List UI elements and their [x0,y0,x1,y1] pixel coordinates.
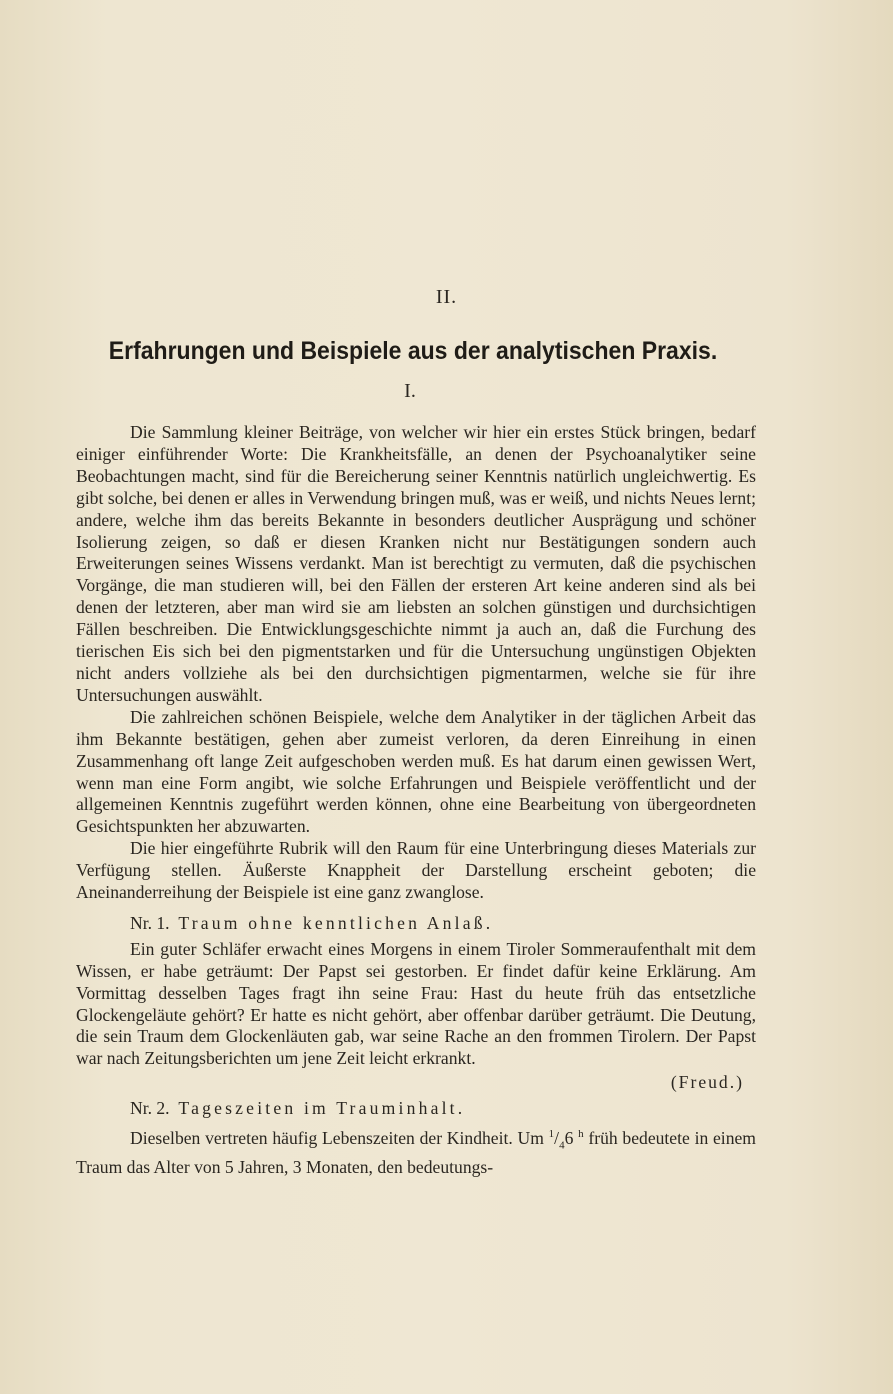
entry-2-heading [76,1098,756,1120]
intro-paragraph-1: Die Sammlung kleiner Beiträge, von welcher wir hier ein erstes Stück bringen, bedarf einiger einführender Worte: Die Krankheitsfälle, an denen der Psychoanalytiker seine Beobachtungen macht, sind für die Bereicherung seiner Kenntnis natürlich ungleichwertig. Es gibt solche, bei denen er alles in Verwendung bringen muß, was er weiß, und nichts Neues lernt; andere, welche ihm das bereits Bekannte in besonders deutlicher Ausprägung und schöner Isolierung zeigen, so daß er diesen Kranken nicht nur Bestätigungen sondern auch Erweiterungen seines Wissens verdankt. Man ist berechtigt zu vermuten, daß die psychischen Vorgänge, die man studieren will, bei den Fällen der ersteren Art keine anderen sind als bei denen der letzteren, aber man wird sie am liebsten an solchen günstigen und durchsichtigen Fällen beschreiben. Die Entwicklungsgeschichte nimmt ja auch an, daß die Furchung des tierischen Eis sich bei den pigmentstarken und für die Untersuchung ungünstigen Objekten nicht anders vollziehe als bei den durchsichtigen pigmentarmen, welche sie für ihre Untersuchungen auswählt. [76,422,756,705]
subsection-numeral: I. [404,380,416,402]
time-fraction: $^1/_46$ $^h$ [548,1127,584,1152]
entry-2-text: Dieselben vertreten häufig Lebenszeiten der Kindheit. Um $^1/_46$ $^h$ früh bedeutete in einem Traum das Alter von 5 Jahren, 3 Monaten, den bedeutungs- [76,1127,756,1178]
intro-paragraph-2: Die zahlreichen schönen Beispiele, welche dem Analytiker in der täglichen Arbeit das ihm Bekannte bestätigen, gehen aber zumeist verloren, da deren Einreihung in einen Zusammenhang oft lange Zeit aufgeschoben werden muß. Es hat darum einen gewissen Wert, wenn man eine Form angibt, wie solche Erfahrungen und Beispiele veröffentlicht und der allgemeinen Kenntnis zugeführt werden können, ohne eine Bearbeitung von übergeordneten Gesichtspunkten her abzuwarten. [76,706,756,837]
entry-2-title: Tageszeiten im Trauminhalt. [178,1098,466,1119]
entry-1-signature: (Freud.) [670,1072,744,1093]
entry-1-text: Ein guter Schläfer erwacht eines Morgens in einem Tiroler Sommeraufenthalt mit dem Wissen, er habe geträumt: Der Papst sei gestorben. Er findet dafür keine Erklärung. Am Vormittag desselben Tages fragt ihn seine Frau: Hast du heute früh das entsetzliche Glockengeläute gehört? Er hatte es nicht gehört, aber offenbar darüber geträumt. Die Deutung, die sein Traum dem Glockenläuten gab, war seine Rache an den frommen Tirolern. Der Papst war nach Zeitungsberichten um jene Zeit leicht erkrankt. [76,938,756,1069]
body-text [76,422,756,1179]
section-numeral: II. [435,286,458,308]
entry-1-number: Nr. 1. [130,912,170,933]
entry-2-number: Nr. 2. [130,1098,170,1119]
entry-1-heading [76,913,756,935]
entry-1-title: Traum ohne kenntlichen Anlaß. [178,912,494,933]
page-title: Erfahrungen und Beispiele aus der analytischen Praxis. [108,337,718,365]
intro-paragraph-3: Die hier eingeführte Rubrik will den Raum für eine Unterbringung dieses Materials zur Verfügung stellen. Äußerste Knappheit der Darstellung erscheint geboten; die Aneinanderreihung der Beispiele ist eine ganz zwanglose. [76,838,756,903]
